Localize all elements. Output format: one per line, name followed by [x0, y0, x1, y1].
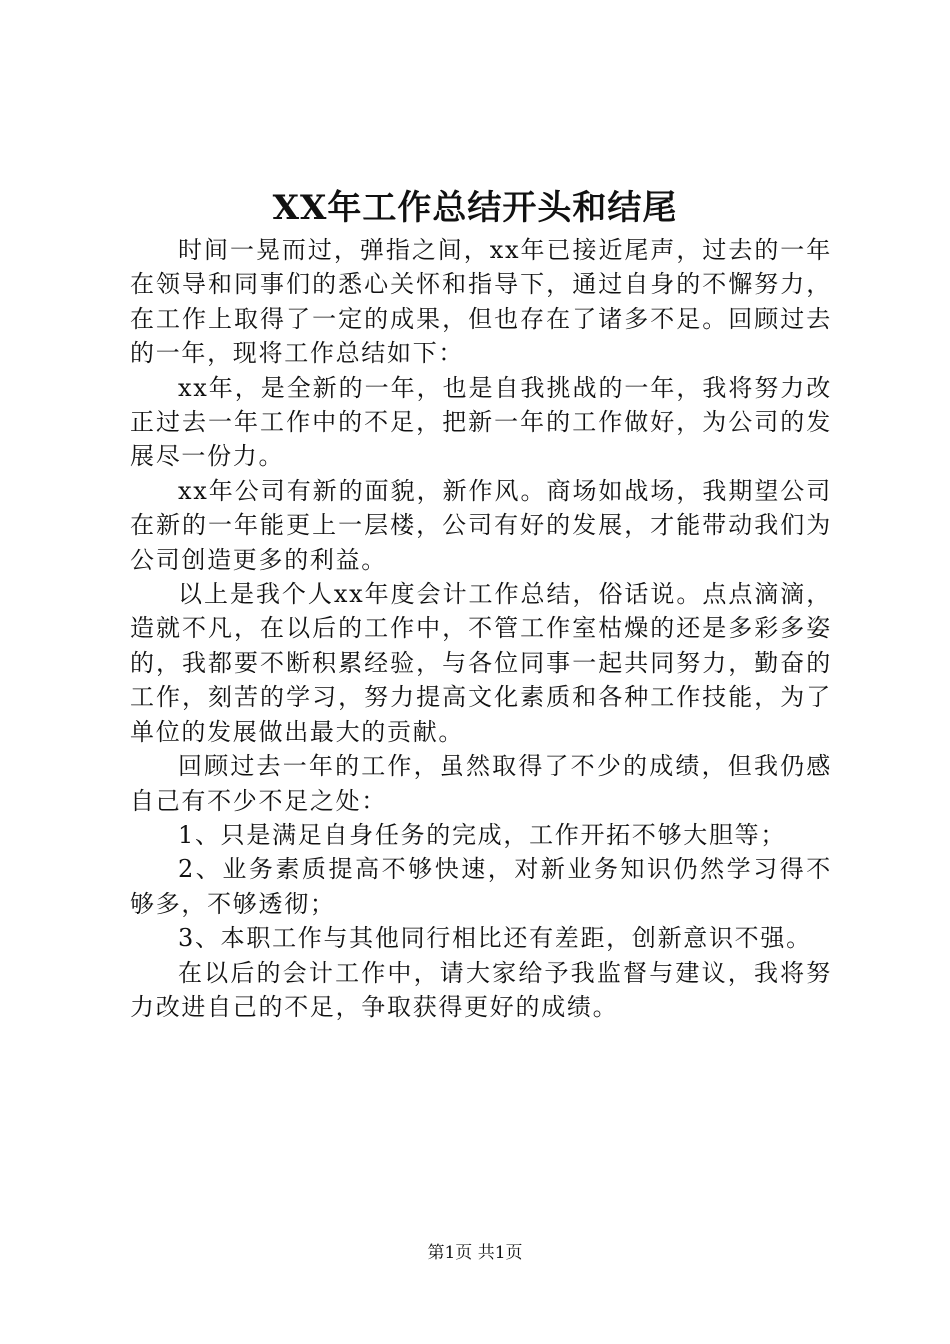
page-footer: 第1页 共1页	[427, 1243, 523, 1263]
paragraph-intro: 时间一晃而过，弹指之间，xx年已接近尾声，过去的一年在领导和同事们的悉心关怀和指导下，通过自身的不懈努力，在工作上取得了一定的成果，但也存在了诸多不足。回顾过去的一年，现将工作总结如下：	[130, 236, 832, 368]
paragraph-shortcomings-intro: 回顾过去一年的工作，虽然取得了不少的成绩，但我仍感自己有不少不足之处：	[130, 752, 832, 815]
document-title: XX年工作总结开头和结尾	[272, 188, 678, 228]
paragraph-summary: 以上是我个人xx年度会计工作总结，俗话说。点点滴滴，造就不凡，在以后的工作中，不管工作室枯燥的还是多彩多姿的，我都要不断积累经验，与各位同事一起共同努力，勤奋的工作，刻苦的学习，努力提高文化素质和各种工作技能，为了单位的发展做出最大的贡献。	[130, 580, 832, 746]
list-item-shortcoming-3: 3、本职工作与其他同行相比还有差距，创新意识不强。	[178, 924, 812, 953]
paragraph-new-year: xx年，是全新的一年，也是自我挑战的一年，我将努力改正过去一年工作中的不足，把新一年的工作做好，为公司的发展尽一份力。	[130, 373, 832, 471]
list-item-shortcoming-1: 1、只是满足自身任务的完成，工作开拓不够大胆等；	[178, 820, 787, 849]
list-item-shortcoming-2: 2、业务素质提高不够快速，对新业务知识仍然学习得不够多，不够透彻；	[130, 855, 832, 918]
document-body	[130, 233, 832, 1024]
paragraph-company-outlook: xx年公司有新的面貌，新作风。商场如战场，我期望公司在新的一年能更上一层楼，公司有好的发展，才能带动我们为公司创造更多的利益。	[130, 476, 832, 574]
paragraph-closing: 在以后的会计工作中，请大家给予我监督与建议，我将努力改进自己的不足，争取获得更好的成绩。	[130, 958, 832, 1021]
